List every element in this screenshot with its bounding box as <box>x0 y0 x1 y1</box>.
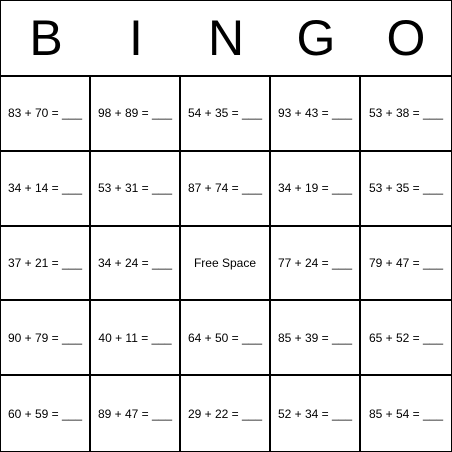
header-letter-g: G <box>296 10 336 66</box>
bingo-cell-r4-c4[interactable]: 85 + 39 = ___ <box>271 301 361 376</box>
bingo-cell-r1-c1[interactable]: 83 + 70 = ___ <box>1 77 91 152</box>
bingo-cell-r5-c2[interactable]: 89 + 47 = ___ <box>91 376 181 451</box>
bingo-cell-r3-c1[interactable]: 37 + 21 = ___ <box>1 227 91 302</box>
bingo-cell-r5-c5[interactable]: 85 + 54 = ___ <box>368 406 444 421</box>
bingo-header <box>1 1 451 77</box>
bingo-grid <box>1 77 451 451</box>
bingo-cell-r5-c1[interactable]: 60 + 59 = ___ <box>1 376 91 451</box>
bingo-cell-r5-c3[interactable]: 29 + 22 = ___ <box>181 376 271 451</box>
bingo-cell-r2-c5[interactable]: 53 + 35 = ___ <box>361 152 451 227</box>
bingo-cell-r1-c4[interactable]: 93 + 43 = ___ <box>271 77 361 152</box>
bingo-cell-r2-c4[interactable]: 34 + 19 = ___ <box>271 152 361 227</box>
bingo-cell-r1-c3[interactable]: 54 + 35 = ___ <box>181 77 271 152</box>
free-space-cell[interactable]: Free Space <box>181 227 271 302</box>
header-letter-n: N <box>207 10 245 66</box>
bingo-cell-r3-c2[interactable]: 34 + 24 = ___ <box>91 227 181 302</box>
bingo-cell-r1-c5[interactable]: 53 + 38 = ___ <box>361 77 451 152</box>
bingo-cell-r3-c4[interactable]: 77 + 24 = ___ <box>271 227 361 302</box>
bingo-cell-r2-c1[interactable]: 34 + 14 = ___ <box>1 152 91 227</box>
header-letter-b: B <box>29 10 63 66</box>
bingo-cell-r2-c3[interactable]: 87 + 74 = ___ <box>181 152 271 227</box>
bingo-cell-r4-c3[interactable]: 64 + 50 = ___ <box>181 301 271 376</box>
header-letter-o: O <box>386 10 426 66</box>
header-letter-i: I <box>129 10 143 66</box>
bingo-cell-r5-c4[interactable]: 52 + 34 = ___ <box>271 376 361 451</box>
bingo-cell-r1-c2[interactable]: 98 + 89 = ___ <box>91 77 181 152</box>
bingo-cell-r3-c5[interactable]: 79 + 47 = ___ <box>361 227 451 302</box>
bingo-cell-r4-c2[interactable]: 40 + 11 = ___ <box>91 301 181 376</box>
bingo-cell-r4-c1[interactable]: 90 + 79 = ___ <box>1 301 91 376</box>
bingo-cell-r4-c5[interactable]: 65 + 52 = ___ <box>361 301 451 376</box>
bingo-cell-r2-c2[interactable]: 53 + 31 = ___ <box>91 152 181 227</box>
